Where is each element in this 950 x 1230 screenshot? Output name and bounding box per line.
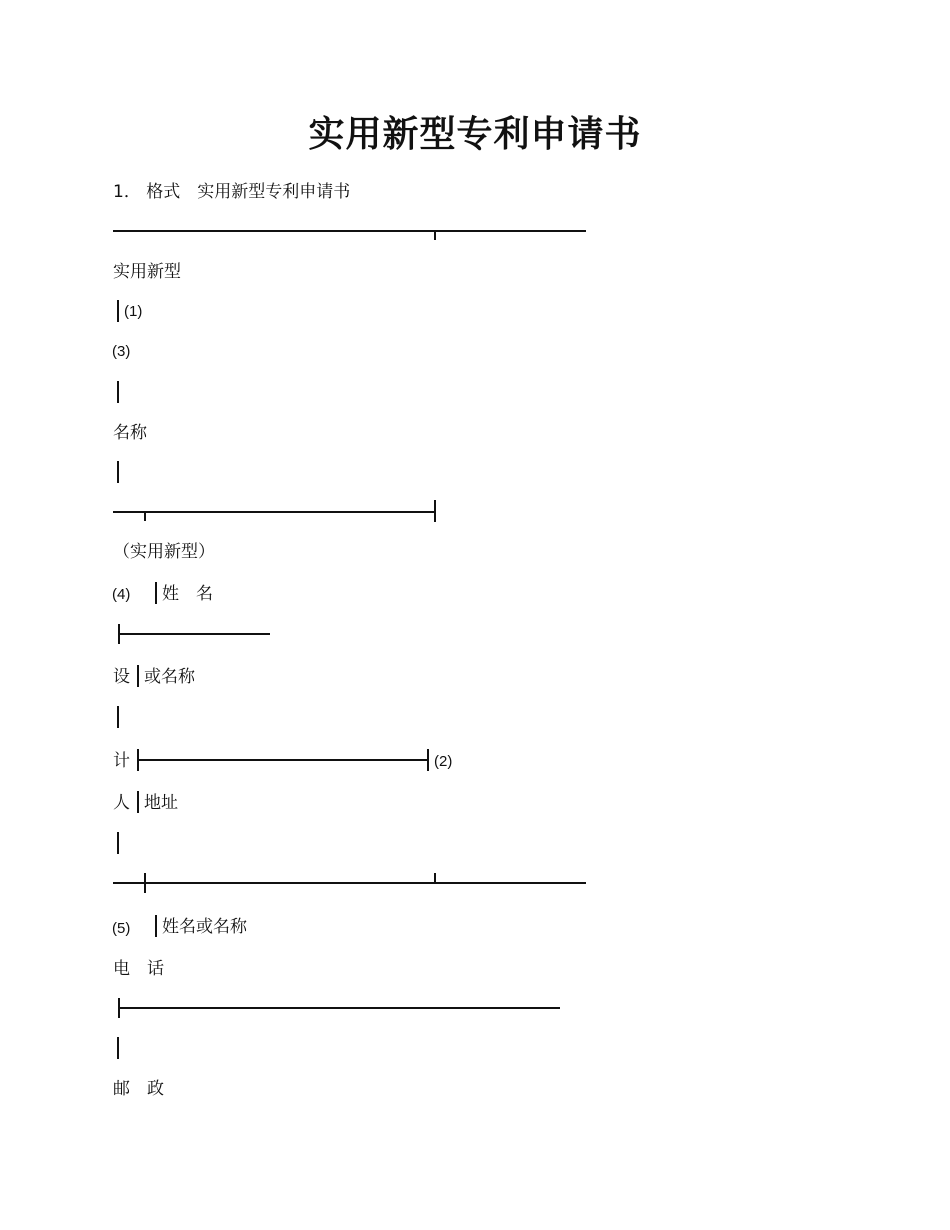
form-bar [117, 832, 119, 854]
form-rule-3 [118, 633, 270, 635]
postal-label: 邮 政 [113, 1079, 164, 1099]
form-bar [117, 1037, 119, 1059]
form-rule-5 [113, 882, 586, 884]
form-rule-5-tick [144, 873, 146, 893]
form-bar [155, 582, 157, 604]
form-bar [117, 461, 119, 483]
mark-2: (2) [434, 753, 453, 770]
utility-model-label: 实用新型 [113, 262, 181, 282]
mark-5: (5) [112, 920, 131, 937]
name-or-name-label: 姓名或名称 [162, 917, 247, 937]
address-label: 地址 [144, 793, 178, 813]
utility-model-paren: （实用新型） [113, 542, 215, 562]
name-spaced-label: 姓 名 [162, 584, 213, 604]
or-name-label: 或名称 [144, 667, 195, 687]
form-bar [155, 915, 157, 937]
form-rule-1-tick [434, 230, 436, 240]
phone-label: 电 话 [113, 959, 164, 979]
name-label: 名称 [113, 423, 147, 443]
form-rule-2-tick [144, 511, 146, 521]
form-bar [117, 706, 119, 728]
document-title: 实用新型专利申请书 [308, 113, 642, 155]
form-bar [137, 665, 139, 687]
form-rule-6 [118, 1007, 560, 1009]
form-rule-2-end [434, 500, 436, 522]
form-rule-2 [113, 511, 435, 513]
form-bar [117, 381, 119, 403]
mark-3: (3) [112, 343, 131, 360]
form-rule-1 [113, 230, 586, 232]
format-line: 1． 格式 实用新型专利申请书 [113, 182, 351, 202]
mark-4: (4) [112, 586, 131, 603]
form-rule-5-tick [434, 873, 436, 883]
mark-1: (1) [124, 303, 143, 320]
person-char: 人 [113, 793, 130, 813]
count-char: 计 [113, 751, 130, 771]
form-bar [117, 300, 119, 322]
form-rule-4 [137, 759, 427, 761]
design-char: 设 [113, 667, 130, 687]
form-rule-4-end [427, 749, 429, 771]
form-bar [137, 791, 139, 813]
